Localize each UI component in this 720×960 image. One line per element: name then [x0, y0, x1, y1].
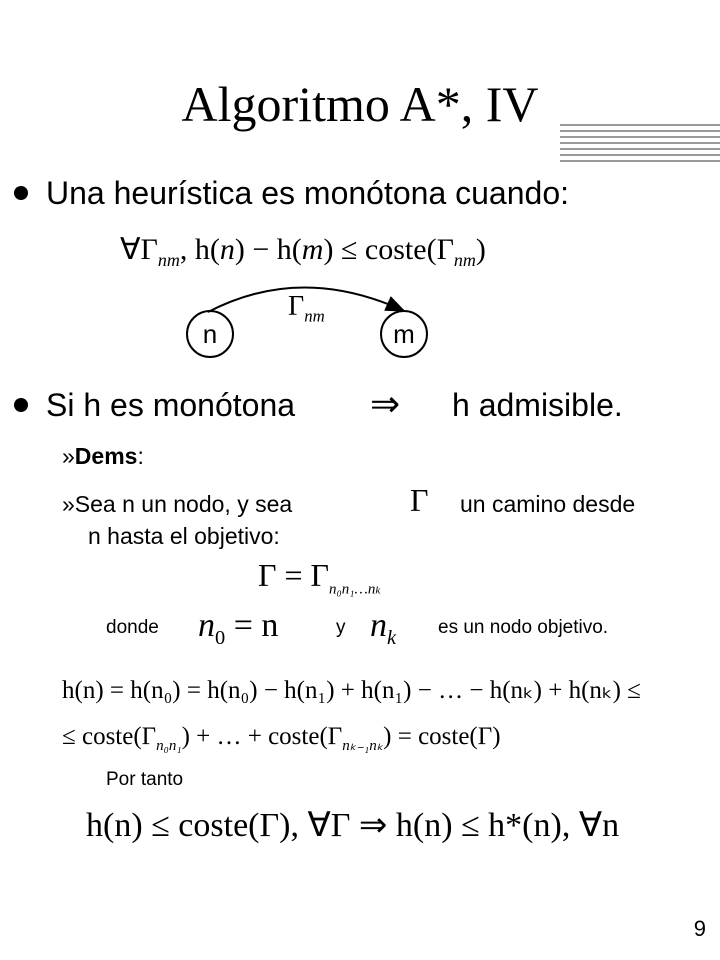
monotone-formula: $\forall\Gamma_{nm}$, $h(n) - h(m) \le coste(\Gamma_{nm})$ — [120, 233, 486, 270]
node-m: m — [380, 310, 428, 358]
y-label: y — [336, 617, 346, 638]
nk-formula: $n_k$ — [370, 607, 397, 649]
derivation-line1: h(n) = h(n₀) = h(n₀) − h(n₁) + h(n₁) − … − h(nₖ) + h(nₖ) ≤ — [62, 677, 641, 704]
bullet-dot — [14, 398, 28, 412]
title-decoration-lines — [560, 124, 720, 168]
por-tanto-label: Por tanto — [106, 769, 184, 790]
forall-symbol: ∀ — [120, 233, 141, 266]
conclusion-formula: h(n) ≤ coste(Γ), ∀Γ ⇒ h(n) ≤ h*(n), ∀n — [86, 807, 620, 844]
page-number: 9 — [693, 916, 706, 941]
sub-item-dems: »Dems: — [62, 443, 144, 469]
bullet-dot — [14, 186, 28, 200]
bullet2-left: Si h es monótona — [46, 387, 296, 423]
arc-label: $\Gamma_{nm}$ — [288, 291, 325, 326]
n0-formula: $n_0 = n$ — [198, 607, 279, 649]
bullet2-right: h admisible. — [452, 387, 623, 423]
donde-tail: es un nodo objetivo. — [438, 617, 609, 638]
sub-item-sea-line2: n hasta el objetivo: — [88, 523, 280, 549]
slide-title: Algoritmo A*, IV — [181, 76, 539, 132]
gamma-symbol: Γ — [410, 482, 429, 518]
donde-label: donde — [106, 617, 159, 638]
derivation-line2: ≤ $coste(\Gamma_{n_0n_1})$ + … + $coste(\Gamma_{n_{k-1}n_k})$ = coste(Γ) — [62, 723, 501, 754]
node-n: n — [186, 310, 234, 358]
sub-item-sea: »Sea n un nodo, y sea — [62, 491, 293, 517]
sub-item-marker: » — [62, 443, 75, 469]
implies-symbol: ⇒ — [370, 384, 401, 424]
gamma-definition: $\Gamma = \Gamma_{n_0n_1\dots nk}$ — [258, 557, 381, 598]
sub-item-sea-part2: un camino desde — [460, 491, 636, 517]
bullet1-text: Una heurística es monótona cuando: — [46, 175, 569, 211]
sub-item-marker: » — [62, 491, 75, 517]
